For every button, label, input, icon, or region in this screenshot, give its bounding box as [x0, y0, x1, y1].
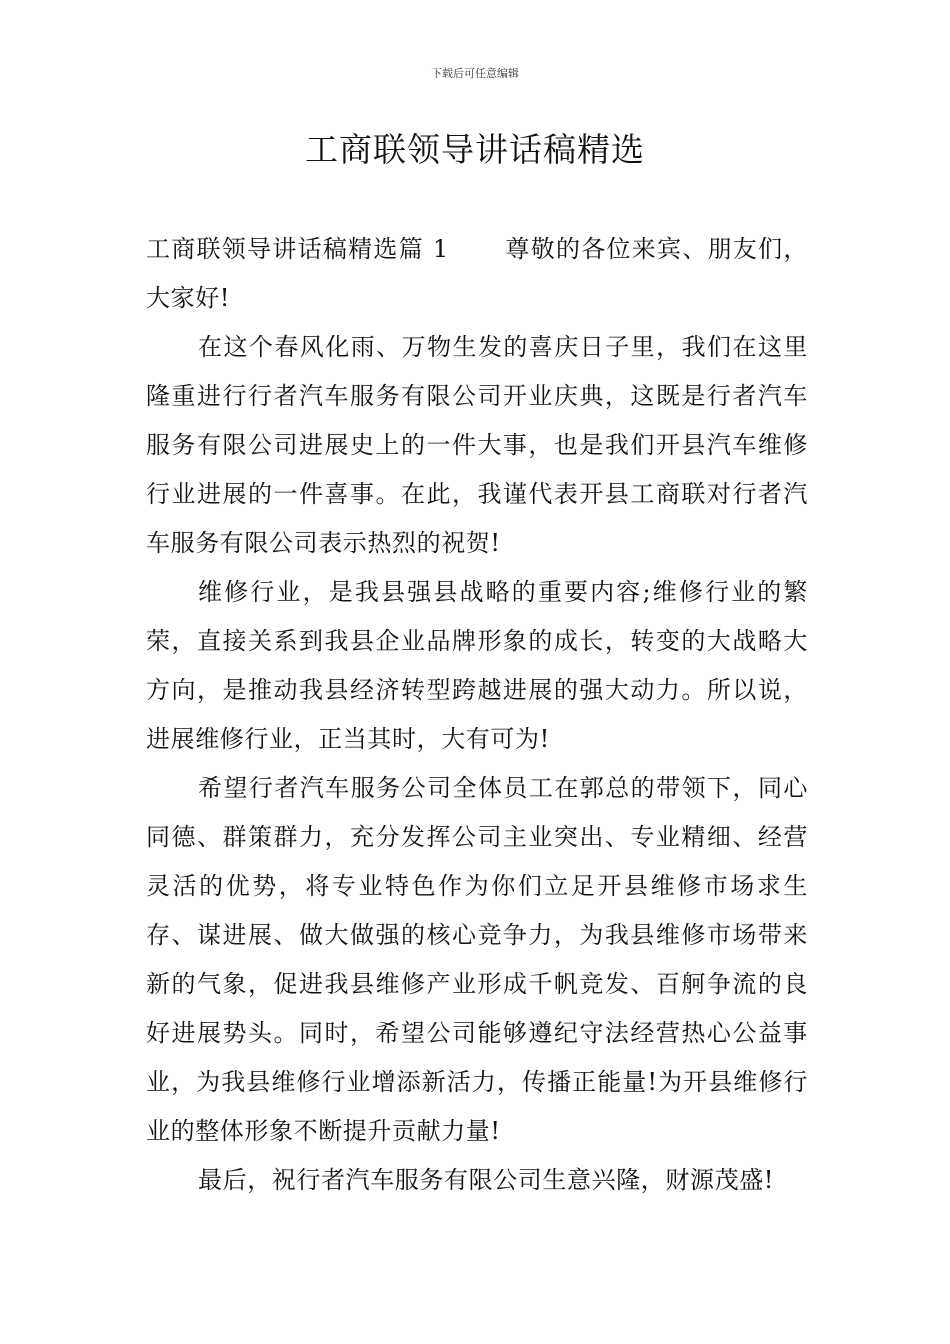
paragraph-4: 最后，祝行者汽车服务有限公司生意兴隆，财源茂盛! [198, 1166, 775, 1194]
paragraph-2: 维修行业，是我县强县战略的重要内容;维修行业的繁荣，直接关系到我县企业品牌形象的成长，转变的大战略大方向，是推动我县经济转型跨越进展的强大动力。所以说，进展维修行业，正当其时，大有可为! [146, 578, 808, 753]
greeting: 尊敬的各位来宾、朋友们，大家好! [146, 235, 808, 312]
paragraph-1: 在这个春风化雨、万物生发的喜庆日子里，我们在这里隆重进行行者汽车服务有限公司开业庆典，这既是行者汽车服务有限公司进展史上的一件大事，也是我们开县汽车维修行业进展的一件喜事。在此，我谨代表开县工商联对行者汽车服务有限公司表示热烈的祝贺! [146, 333, 808, 557]
document-title: 工商联领导讲话稿精选 [305, 130, 645, 169]
section-opening [146, 225, 808, 323]
paragraph-3: 希望行者汽车服务公司全体员工在郭总的带领下，同心同德、群策群力，充分发挥公司主业突出、专业精细、经营灵活的优势，将专业特色作为你们立足开县维修市场求生存、谋进展、做大做强的核心竞争力，为我县维修市场带来新的气象，促进我县维修产业形成千帆竞发、百舸争流的良好进展势头。同时，希望公司能够遵纪守法经营热心公益事业，为我县维修行业增添新活力，传播正能量!为开县维修行业的整体形象不断提升贡献力量! [146, 774, 808, 1145]
header-note: 下载后可任意编辑 [431, 67, 519, 80]
section-label: 工商联领导讲话稿精选篇 1 [146, 235, 449, 263]
document-body [146, 225, 808, 1205]
